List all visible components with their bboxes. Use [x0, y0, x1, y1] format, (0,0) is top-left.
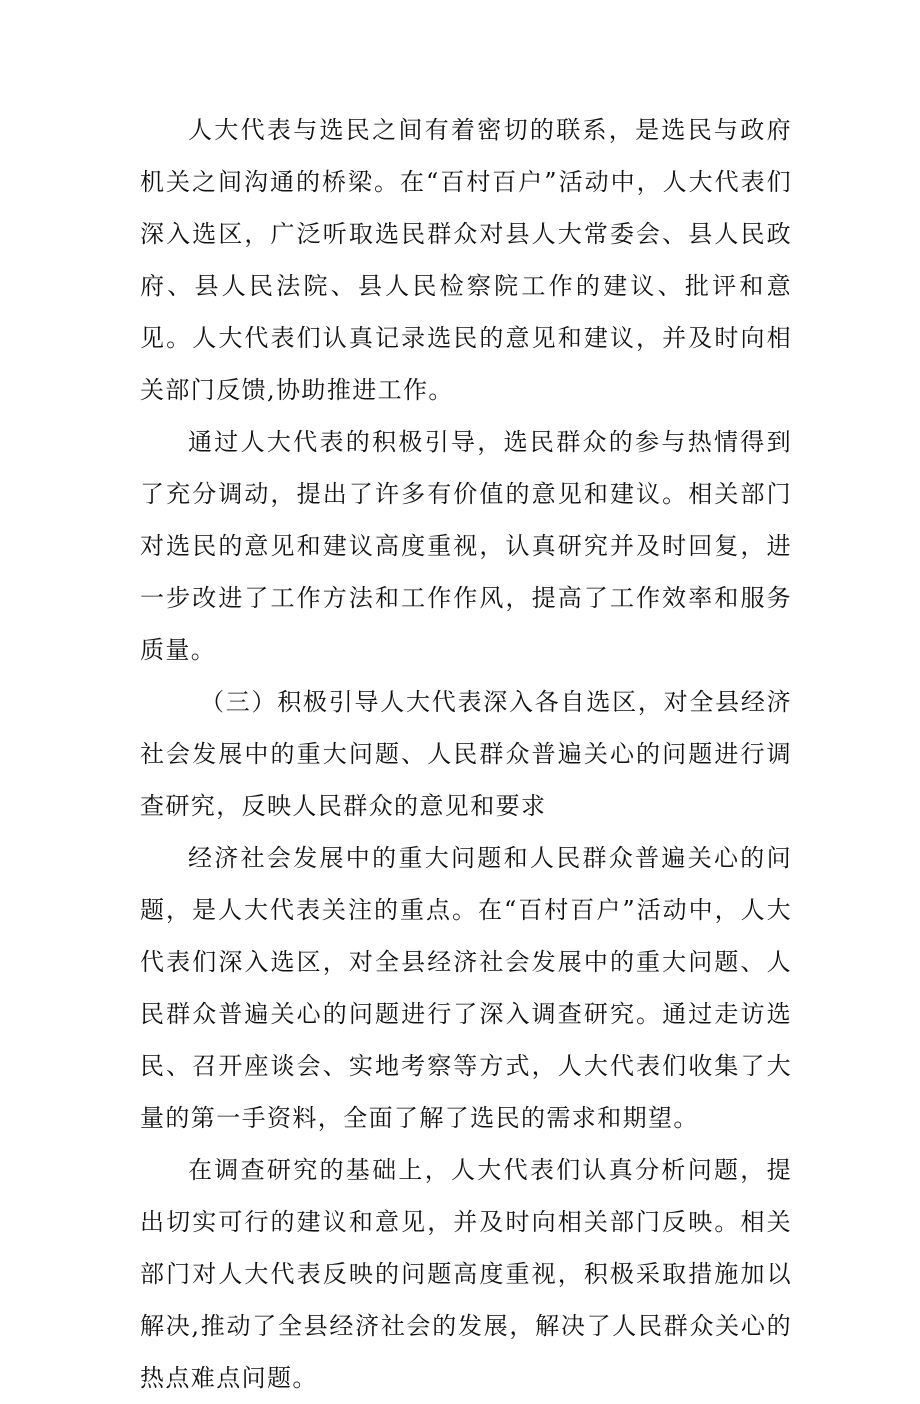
paragraph-delegate-voter-link: 人大代表与选民之间有着密切的联系，是选民与政府机关之间沟通的桥梁。在“百村百户”活动中，人大代表们深入选区，广泛听取选民群众对县人大常委会、县人民政府、县人民法院、县人民检察院工作的建议、批评和意见。人大代表们认真记录选民的意见和建议，并及时向相关部门反馈,协助推进工作。 — [140, 116, 792, 404]
section-heading-three: （三）积极引导人大代表深入各自选区，对全县经济社会发展中的重大问题、人民群众普遍关心的问题进行调查研究，反映人民群众的意见和要求 — [140, 688, 792, 820]
paragraph-research-results: 在调查研究的基础上，人大代表们认真分析问题，提出切实可行的建议和意见，并及时向相关部门反映。相关部门对人大代表反映的问题高度重视，积极采取措施加以解决,推动了全县经济社会的发展，解决了人民群众关心的热点难点问题。 — [140, 1156, 792, 1392]
document-body — [140, 104, 792, 1404]
paragraph-key-issues: 经济社会发展中的重大问题和人民群众普遍关心的问题，是人大代表关注的重点。在“百村百户”活动中，人大代表们深入选区，对全县经济社会发展中的重大问题、人民群众普遍关心的问题进行了深入调查研究。通过走访选民、召开座谈会、实地考察等方式，人大代表们收集了大量的第一手资料，全面了解了选民的需求和期望。 — [140, 844, 792, 1132]
paragraph-voter-participation: 通过人大代表的积极引导，选民群众的参与热情得到了充分调动，提出了许多有价值的意见和建议。相关部门对选民的意见和建议高度重视，认真研究并及时回复，进一步改进了工作方法和工作作风，提高了工作效率和服务质量。 — [140, 428, 792, 664]
